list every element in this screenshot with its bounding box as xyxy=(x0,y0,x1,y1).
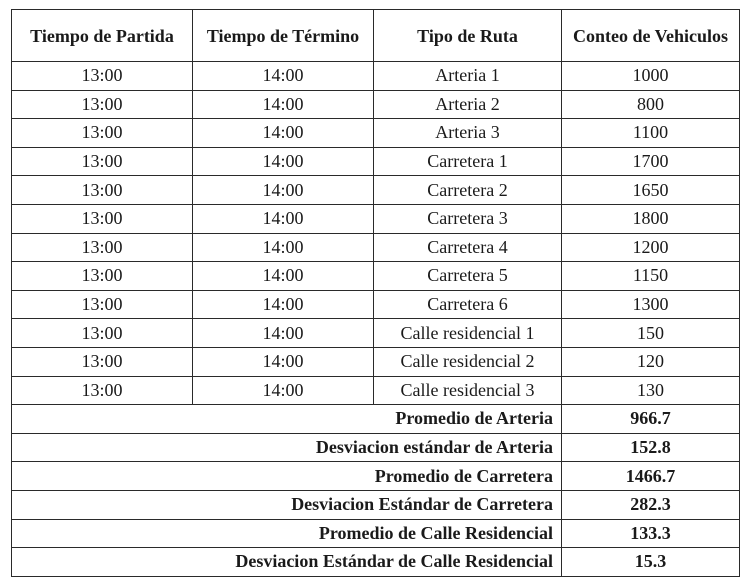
cell-route-type: Calle residencial 2 xyxy=(374,347,562,376)
cell-start-time: 13:00 xyxy=(12,119,193,148)
traffic-table-container xyxy=(11,9,740,577)
cell-start-time: 13:00 xyxy=(12,62,193,91)
cell-vehicle-count: 1700 xyxy=(562,147,740,176)
cell-vehicle-count: 1650 xyxy=(562,176,740,205)
table-row xyxy=(12,347,740,376)
cell-route-type: Carretera 1 xyxy=(374,147,562,176)
cell-end-time: 14:00 xyxy=(193,290,374,319)
cell-end-time: 14:00 xyxy=(193,147,374,176)
header-vehicle-count: Conteo de Vehiculos xyxy=(562,10,740,62)
cell-vehicle-count: 1150 xyxy=(562,262,740,291)
summary-value: 966.7 xyxy=(562,405,740,434)
cell-vehicle-count: 800 xyxy=(562,90,740,119)
summary-value: 1466.7 xyxy=(562,462,740,491)
cell-start-time: 13:00 xyxy=(12,290,193,319)
summary-row-arteria-mean xyxy=(12,405,740,434)
table-row xyxy=(12,147,740,176)
cell-end-time: 14:00 xyxy=(193,233,374,262)
cell-start-time: 13:00 xyxy=(12,176,193,205)
summary-label: Promedio de Calle Residencial xyxy=(12,519,562,548)
summary-row-residencial-mean xyxy=(12,519,740,548)
cell-end-time: 14:00 xyxy=(193,376,374,405)
cell-route-type: Arteria 3 xyxy=(374,119,562,148)
cell-start-time: 13:00 xyxy=(12,319,193,348)
summary-label: Promedio de Carretera xyxy=(12,462,562,491)
summary-label: Desviacion Estándar de Carretera xyxy=(12,490,562,519)
cell-start-time: 13:00 xyxy=(12,204,193,233)
cell-end-time: 14:00 xyxy=(193,347,374,376)
cell-route-type: Carretera 3 xyxy=(374,204,562,233)
table-row xyxy=(12,262,740,291)
cell-start-time: 13:00 xyxy=(12,376,193,405)
cell-vehicle-count: 150 xyxy=(562,319,740,348)
cell-route-type: Arteria 2 xyxy=(374,90,562,119)
summary-row-residencial-stddev xyxy=(12,548,740,577)
summary-label: Desviacion Estándar de Calle Residencial xyxy=(12,548,562,577)
cell-vehicle-count: 1300 xyxy=(562,290,740,319)
summary-row-carretera-mean xyxy=(12,462,740,491)
cell-end-time: 14:00 xyxy=(193,119,374,148)
cell-start-time: 13:00 xyxy=(12,262,193,291)
summary-label: Desviacion estándar de Arteria xyxy=(12,433,562,462)
cell-route-type: Carretera 5 xyxy=(374,262,562,291)
cell-vehicle-count: 130 xyxy=(562,376,740,405)
cell-vehicle-count: 1100 xyxy=(562,119,740,148)
summary-row-arteria-stddev xyxy=(12,433,740,462)
table-row xyxy=(12,62,740,91)
cell-route-type: Calle residencial 3 xyxy=(374,376,562,405)
table-row xyxy=(12,204,740,233)
cell-vehicle-count: 1000 xyxy=(562,62,740,91)
cell-end-time: 14:00 xyxy=(193,204,374,233)
cell-start-time: 13:00 xyxy=(12,233,193,262)
summary-value: 282.3 xyxy=(562,490,740,519)
table-row xyxy=(12,376,740,405)
summary-value: 152.8 xyxy=(562,433,740,462)
table-row xyxy=(12,290,740,319)
cell-end-time: 14:00 xyxy=(193,262,374,291)
header-end-time: Tiempo de Término xyxy=(193,10,374,62)
table-row xyxy=(12,233,740,262)
table-row xyxy=(12,319,740,348)
table-row xyxy=(12,176,740,205)
cell-start-time: 13:00 xyxy=(12,147,193,176)
cell-end-time: 14:00 xyxy=(193,319,374,348)
cell-vehicle-count: 1800 xyxy=(562,204,740,233)
cell-route-type: Carretera 2 xyxy=(374,176,562,205)
table-row xyxy=(12,90,740,119)
cell-start-time: 13:00 xyxy=(12,90,193,119)
cell-end-time: 14:00 xyxy=(193,90,374,119)
cell-route-type: Calle residencial 1 xyxy=(374,319,562,348)
cell-start-time: 13:00 xyxy=(12,347,193,376)
cell-vehicle-count: 1200 xyxy=(562,233,740,262)
summary-label: Promedio de Arteria xyxy=(12,405,562,434)
header-start-time: Tiempo de Partida xyxy=(12,10,193,62)
summary-row-carretera-stddev xyxy=(12,490,740,519)
cell-vehicle-count: 120 xyxy=(562,347,740,376)
header-route-type: Tipo de Ruta xyxy=(374,10,562,62)
cell-end-time: 14:00 xyxy=(193,176,374,205)
summary-value: 15.3 xyxy=(562,548,740,577)
traffic-count-table xyxy=(11,9,740,577)
table-row xyxy=(12,119,740,148)
cell-end-time: 14:00 xyxy=(193,62,374,91)
cell-route-type: Arteria 1 xyxy=(374,62,562,91)
cell-route-type: Carretera 6 xyxy=(374,290,562,319)
summary-value: 133.3 xyxy=(562,519,740,548)
header-row xyxy=(12,10,740,62)
cell-route-type: Carretera 4 xyxy=(374,233,562,262)
